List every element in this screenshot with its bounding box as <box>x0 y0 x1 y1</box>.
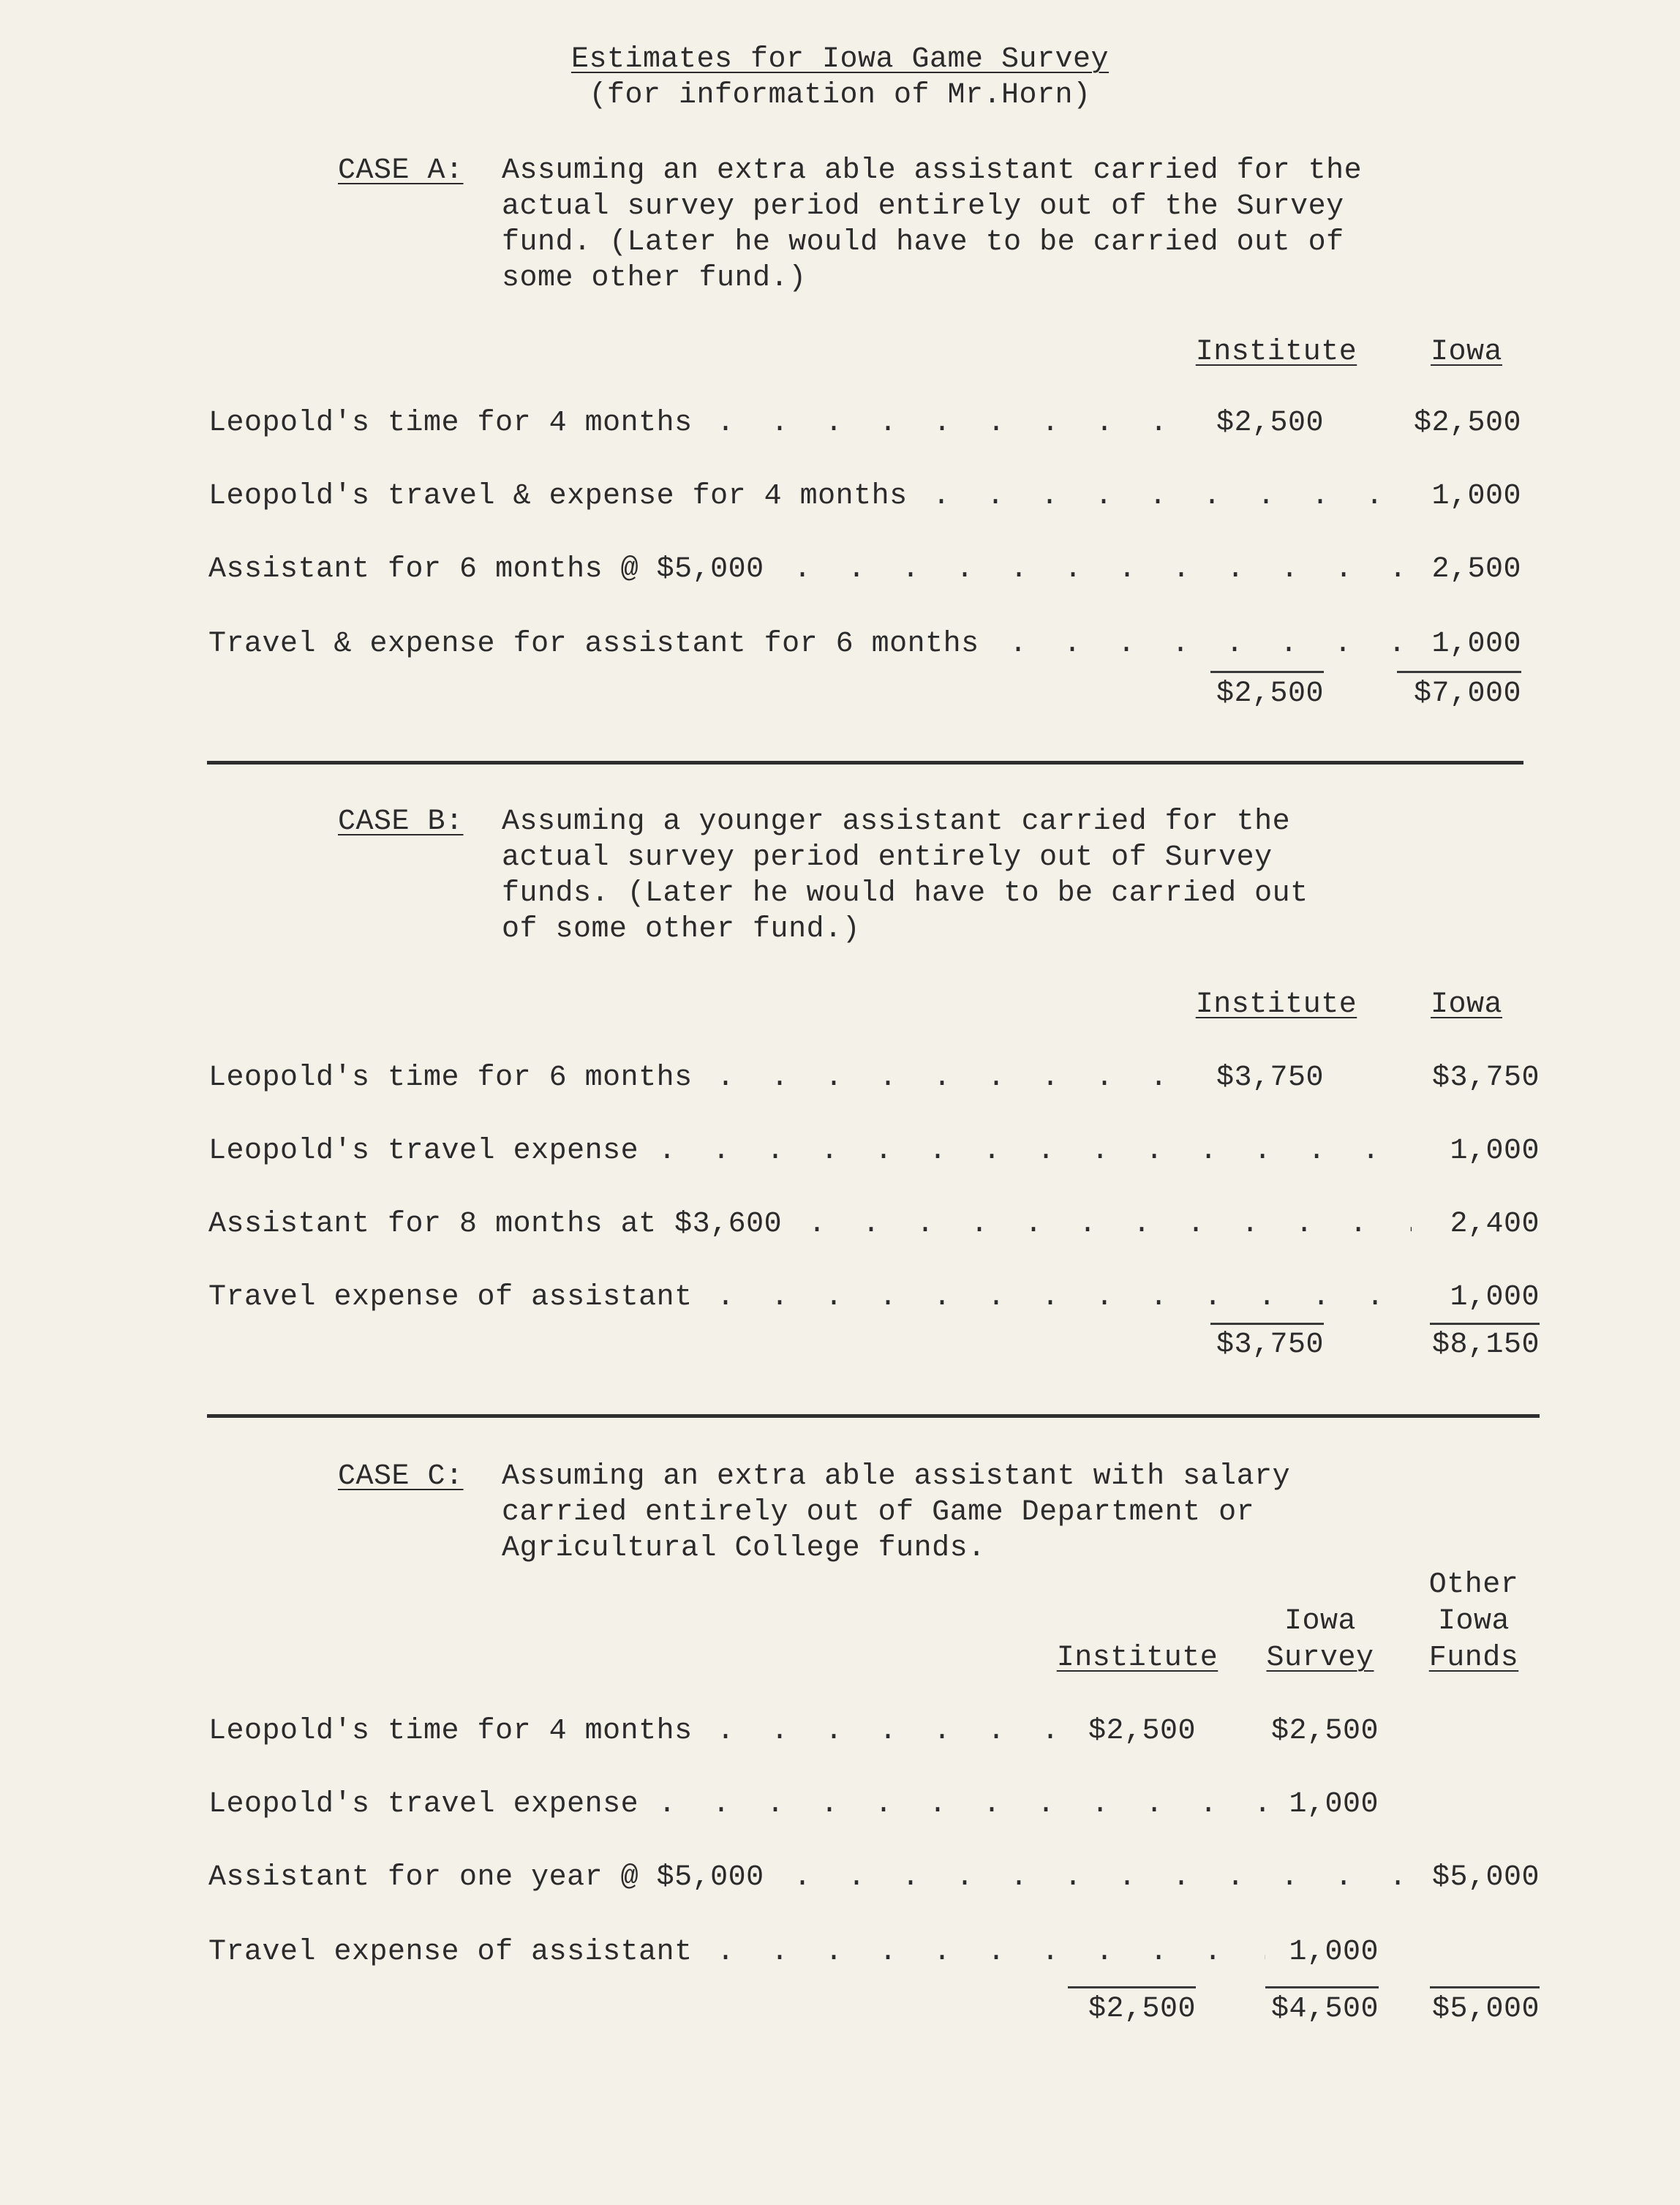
case-b-desc-line: funds. (Later he would have to be carried out <box>502 877 1308 910</box>
leader-dots <box>717 1935 1265 1970</box>
row-label: Travel & expense for assistant for 6 months <box>208 628 979 661</box>
total-rule <box>1210 671 1324 673</box>
section-divider <box>207 1414 1540 1418</box>
leader-dots <box>794 1860 1404 1896</box>
leader-dots <box>933 479 1401 514</box>
total-rule <box>1265 1986 1379 1988</box>
case-a-desc-line: some other fund.) <box>502 262 807 295</box>
case-b-desc-line: Assuming a younger assistant carried for the <box>502 805 1291 838</box>
row-label: Leopold's travel expense <box>208 1788 639 1821</box>
leader-dots <box>794 552 1401 587</box>
case-b-total-institute: $3,750 <box>1216 1329 1324 1361</box>
iowa-amount: 1,000 <box>1450 1135 1540 1168</box>
row-label: Assistant for one year @ $5,000 <box>208 1861 764 1894</box>
case-b-header-iowa: Iowa <box>1430 988 1502 1021</box>
total-rule <box>1210 1323 1324 1325</box>
row-label: Leopold's time for 4 months <box>208 407 693 440</box>
row-label: Assistant for 6 months @ $5,000 <box>208 553 764 586</box>
survey-amount: 1,000 <box>1289 1936 1379 1969</box>
case-a-desc-line: fund. (Later he would have to be carried out of <box>502 226 1344 259</box>
leader-dots <box>717 1061 1185 1096</box>
case-c-desc-line: Assuming an extra able assistant with salary <box>502 1460 1291 1493</box>
case-a-desc-line: Assuming an extra able assistant carried for the <box>502 154 1363 187</box>
case-c-label: CASE C: <box>338 1460 464 1493</box>
iowa-amount: 1,000 <box>1431 628 1521 661</box>
case-c-desc-line: carried entirely out of Game Department or <box>502 1496 1255 1529</box>
document-subtitle: (for information of Mr.Horn) <box>589 79 1091 112</box>
other-amount: $5,000 <box>1431 1861 1540 1894</box>
section-divider <box>207 761 1523 765</box>
case-c-total-other: $5,000 <box>1431 1993 1540 2026</box>
case-a-desc-line: actual survey period entirely out of the Survey <box>502 190 1344 223</box>
iowa-amount: 1,000 <box>1431 480 1521 513</box>
document-title: Estimates for Iowa Game Survey <box>570 43 1110 76</box>
case-c-header-other-line: Other <box>1428 1569 1519 1601</box>
total-rule <box>1068 1986 1196 1988</box>
iowa-amount: 2,400 <box>1450 1208 1540 1241</box>
row-label: Leopold's travel expense <box>208 1135 639 1168</box>
iowa-amount: $2,500 <box>1413 407 1521 440</box>
iowa-amount: 2,500 <box>1431 553 1521 586</box>
case-a-total-iowa: $7,000 <box>1413 677 1521 710</box>
case-b-total-iowa: $8,150 <box>1431 1329 1540 1361</box>
case-c-total-institute: $2,500 <box>1088 1993 1196 2026</box>
survey-amount: 1,000 <box>1289 1788 1379 1821</box>
total-rule <box>1397 671 1521 673</box>
row-label: Travel expense of assistant <box>208 1936 693 1969</box>
case-a-header-institute: Institute <box>1195 336 1357 369</box>
iowa-amount: $3,750 <box>1431 1062 1540 1094</box>
leader-dots <box>1009 627 1401 662</box>
case-a-label: CASE A: <box>338 154 464 187</box>
leader-dots <box>717 406 1185 441</box>
leader-dots <box>658 1134 1412 1169</box>
case-c-total-survey: $4,500 <box>1270 1993 1379 2026</box>
leader-dots <box>658 1787 1280 1822</box>
survey-amount: $2,500 <box>1270 1715 1379 1748</box>
leader-dots <box>808 1207 1412 1242</box>
case-c-header-survey-line: Survey <box>1266 1642 1374 1675</box>
institute-amount: $2,500 <box>1216 407 1324 440</box>
leader-dots <box>717 1714 1061 1749</box>
row-label: Leopold's time for 6 months <box>208 1062 693 1094</box>
row-label: Leopold's travel & expense for 4 months <box>208 480 908 513</box>
total-rule <box>1430 1986 1540 1988</box>
case-b-label: CASE B: <box>338 805 464 838</box>
row-label: Leopold's time for 4 months <box>208 1715 693 1748</box>
row-label: Assistant for 8 months at $3,600 <box>208 1208 783 1241</box>
iowa-amount: 1,000 <box>1450 1281 1540 1314</box>
case-c-header-institute: Institute <box>1056 1642 1218 1675</box>
case-a-total-institute: $2,500 <box>1216 677 1324 710</box>
case-a-header-iowa: Iowa <box>1430 336 1502 369</box>
case-c-desc-line: Agricultural College funds. <box>502 1532 986 1565</box>
case-c-header-other-line: Iowa <box>1437 1605 1510 1638</box>
row-label: Travel expense of assistant <box>208 1281 693 1314</box>
leader-dots <box>717 1280 1397 1315</box>
institute-amount: $2,500 <box>1088 1715 1196 1748</box>
institute-amount: $3,750 <box>1216 1062 1324 1094</box>
case-b-desc-line: actual survey period entirely out of Survey <box>502 841 1273 874</box>
case-b-header-institute: Institute <box>1195 988 1357 1021</box>
case-c-header-other-line: Funds <box>1428 1642 1519 1675</box>
case-c-header-survey-line: Iowa <box>1284 1605 1356 1638</box>
case-b-desc-line: of some other fund.) <box>502 913 861 946</box>
total-rule <box>1430 1323 1540 1325</box>
